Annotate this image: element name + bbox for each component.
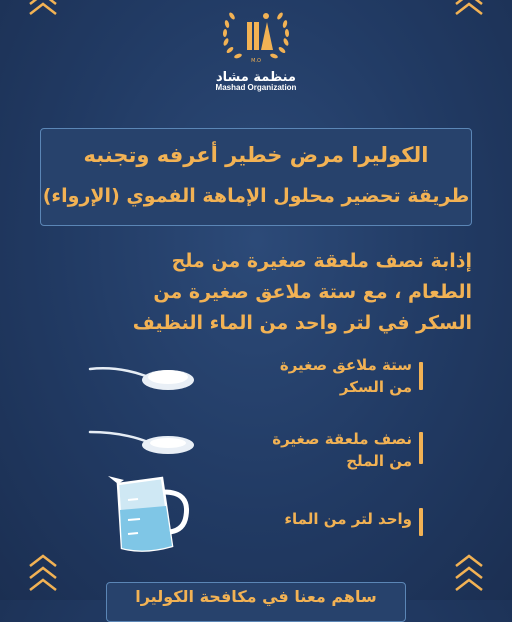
footer-box bbox=[106, 582, 406, 622]
ingredient-1-line-1: ستة ملاعق صغيرة bbox=[279, 356, 412, 374]
footer-text: ساهم معنا في مكافحة الكوليرا bbox=[135, 587, 377, 606]
ingredient-2-line-1: نصف ملعقة صغيرة bbox=[272, 430, 412, 448]
instruction-line-1: إذابة نصف ملعقة صغيرة من ملح bbox=[171, 250, 472, 272]
ingredient-bar bbox=[419, 362, 423, 390]
logo-caption: M.O bbox=[251, 58, 261, 64]
chevron-up-icon bbox=[26, 552, 60, 600]
page-title: الكوليرا مرض خطير أعرفه وتجنبه bbox=[83, 143, 429, 167]
title-box bbox=[40, 128, 472, 226]
organization-name-ar: منظمة مشاد bbox=[216, 70, 296, 85]
ingredient-2-line-2: من الملح bbox=[346, 452, 412, 470]
chevron-up-icon bbox=[26, 0, 60, 30]
ingredient-3-line-1: واحد لتر من الماء bbox=[284, 510, 412, 528]
chevron-up-icon bbox=[452, 552, 486, 600]
ingredient-bar bbox=[419, 432, 423, 464]
page-subtitle: طريقة تحضير محلول الإماهة الفموي (الإرواء) bbox=[42, 185, 470, 207]
instruction-line-3: السكر في لتر واحد من الماء النظيف bbox=[132, 312, 472, 334]
chevron-up-icon bbox=[452, 0, 486, 30]
organization-name-en: Mashad Organization bbox=[215, 83, 297, 92]
spoon-salt-icon bbox=[88, 424, 200, 458]
spoon-sugar-icon bbox=[88, 360, 200, 394]
ingredient-1-line-2: من السكر bbox=[339, 378, 412, 396]
measuring-cup-icon bbox=[104, 470, 194, 556]
instruction-line-2: الطعام ، مع ستة ملاعق صغيرة من bbox=[153, 281, 472, 303]
ingredient-bar bbox=[419, 508, 423, 536]
